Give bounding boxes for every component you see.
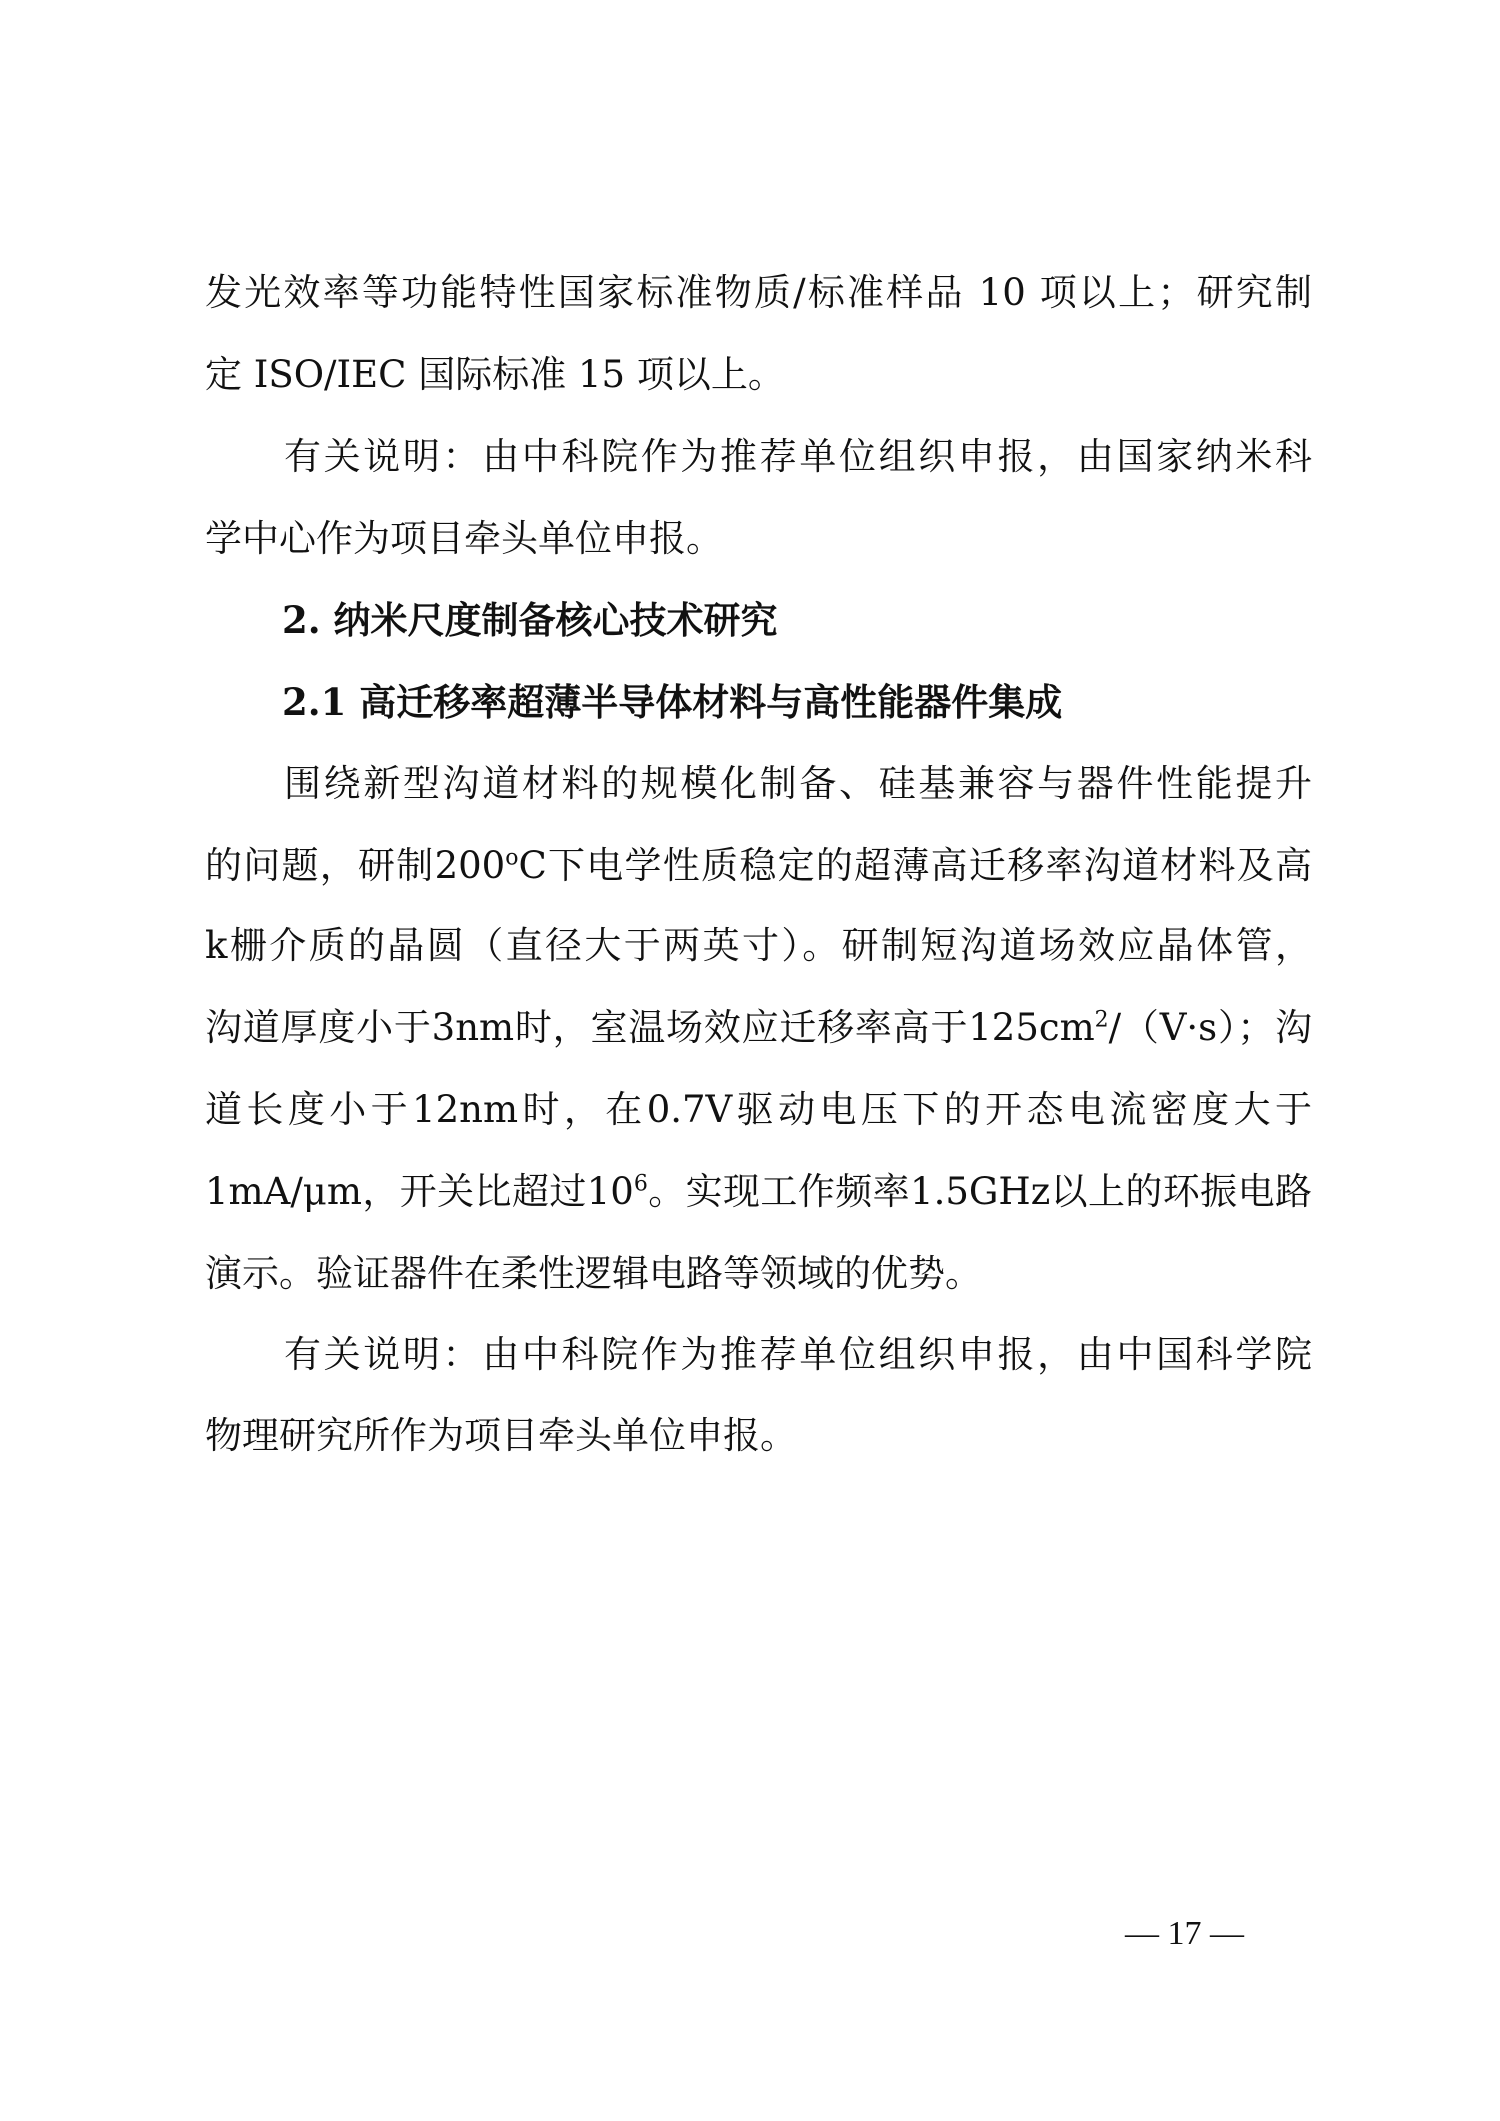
body-line: k栅介质的晶圆（直径大于两英寸）。研制短沟道场效应晶体管，: [205, 924, 1312, 967]
body-line: 围绕新型沟道材料的规模化制备、硅基兼容与器件性能提升: [284, 762, 1312, 805]
text: 的问题，研制200: [205, 844, 506, 887]
text: 沟道厚度小于3nm时，室温场效应迁移率高于125cm: [205, 1006, 1095, 1049]
section-heading: 2. 纳米尺度制备核心技术研究: [282, 598, 778, 642]
body-line: 演示。验证器件在柔性逻辑电路等领域的优势。: [205, 1252, 982, 1295]
body-line: 道长度小于12nm时，在0.7V驱动电压下的开态电流密度大于: [205, 1088, 1312, 1131]
body-line: 发光效率等功能特性国家标准物质/标准样品 10 项以上；研究制: [205, 271, 1312, 314]
body-line: [205, 1166, 1312, 1218]
text: C下电学性质稳定的超薄高迁移率沟道材料及高: [518, 844, 1313, 887]
text: 。实现工作频率1.5GHz以上的环振电路: [647, 1170, 1312, 1213]
superscript: 2: [1094, 1007, 1109, 1033]
body-line: [205, 840, 1312, 892]
page-number: — 17 —: [1125, 1915, 1244, 1952]
note-line: 学中心作为项目牵头单位申报。: [205, 517, 723, 560]
note-line: 有关说明：由中科院作为推荐单位组织申报，由中国科学院: [284, 1333, 1312, 1376]
note-line: 有关说明：由中科院作为推荐单位组织申报，由国家纳米科: [284, 435, 1312, 478]
subsection-heading: 2.1 高迁移率超薄半导体材料与高性能器件集成: [282, 680, 1063, 724]
body-line: [205, 1002, 1312, 1054]
text: /（V·s）；沟: [1108, 1006, 1312, 1049]
superscript: o: [505, 845, 519, 871]
superscript: 6: [633, 1171, 648, 1197]
text: 1mA/μm，开关比超过10: [205, 1170, 634, 1213]
body-line: 定 ISO/IEC 国际标准 15 项以上。: [205, 353, 785, 396]
note-line: 物理研究所作为项目牵头单位申报。: [205, 1414, 797, 1457]
